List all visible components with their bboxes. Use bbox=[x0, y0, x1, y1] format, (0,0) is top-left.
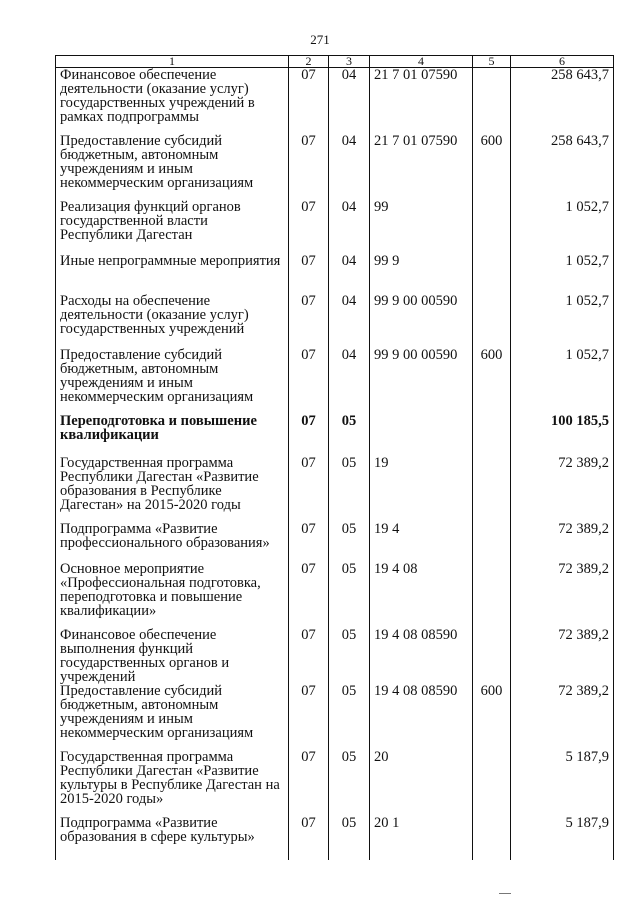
subsection-code: 04 bbox=[329, 348, 370, 414]
item-name: Государственная программа Республики Дагестан «Развитие культуры в Республике Дагестан на 2015-2020 годы» bbox=[56, 750, 289, 816]
table-row bbox=[56, 456, 614, 522]
amount: 5 187,9 bbox=[511, 750, 614, 816]
table-row bbox=[56, 750, 614, 816]
amount: 1 052,7 bbox=[511, 294, 614, 348]
amount: 72 389,2 bbox=[511, 456, 614, 522]
table-row bbox=[56, 562, 614, 628]
subsection-code: 05 bbox=[329, 684, 370, 750]
column-header-4: 4 bbox=[370, 56, 473, 68]
item-name: Предоставление субсидий бюджетным, автономным учреждениям и иным некоммерческим организациям bbox=[56, 684, 289, 750]
subsection-code: 05 bbox=[329, 414, 370, 456]
item-name: Предоставление субсидий бюджетным, автономным учреждениям и иным некоммерческим организациям bbox=[56, 134, 289, 200]
table-row bbox=[56, 628, 614, 684]
target-article-code: 19 4 08 08590 bbox=[370, 628, 473, 684]
budget-table bbox=[55, 55, 614, 860]
expense-type-code bbox=[473, 816, 511, 860]
table-row bbox=[56, 134, 614, 200]
section-code: 07 bbox=[289, 684, 329, 750]
table-row bbox=[56, 684, 614, 750]
amount: 1 052,7 bbox=[511, 348, 614, 414]
amount: 72 389,2 bbox=[511, 628, 614, 684]
table-row bbox=[56, 522, 614, 562]
section-code: 07 bbox=[289, 562, 329, 628]
table-row bbox=[56, 414, 614, 456]
target-article-code: 20 bbox=[370, 750, 473, 816]
item-name: Финансовое обеспечение деятельности (оказание услуг) государственных учреждений в рамках подпрограммы bbox=[56, 68, 289, 134]
section-code: 07 bbox=[289, 200, 329, 254]
target-article-code: 19 4 bbox=[370, 522, 473, 562]
expense-type-code bbox=[473, 628, 511, 684]
section-code: 07 bbox=[289, 294, 329, 348]
section-code: 07 bbox=[289, 68, 329, 134]
item-name: Финансовое обеспечение выполнения функций государственных органов и учреждений bbox=[56, 628, 289, 684]
amount: 1 052,7 bbox=[511, 254, 614, 294]
amount: 72 389,2 bbox=[511, 684, 614, 750]
target-article-code: 99 9 bbox=[370, 254, 473, 294]
section-code: 07 bbox=[289, 628, 329, 684]
section-code: 07 bbox=[289, 522, 329, 562]
table-row bbox=[56, 294, 614, 348]
target-article-code: 19 4 08 08590 bbox=[370, 684, 473, 750]
amount: 5 187,9 bbox=[511, 816, 614, 860]
table-row bbox=[56, 200, 614, 254]
subsection-code: 04 bbox=[329, 254, 370, 294]
expense-type-code bbox=[473, 522, 511, 562]
subsection-code: 05 bbox=[329, 522, 370, 562]
expense-type-code bbox=[473, 414, 511, 456]
section-code: 07 bbox=[289, 456, 329, 522]
amount: 258 643,7 bbox=[511, 68, 614, 134]
header-row bbox=[56, 56, 614, 68]
column-header-6: 6 bbox=[511, 56, 614, 68]
page-number: 271 bbox=[310, 32, 330, 47]
target-article-code: 99 bbox=[370, 200, 473, 254]
section-code: 07 bbox=[289, 134, 329, 200]
item-name: Переподготовка и повышение квалификации bbox=[56, 414, 289, 456]
subsection-code: 04 bbox=[329, 200, 370, 254]
column-header-2: 2 bbox=[289, 56, 329, 68]
table-row bbox=[56, 816, 614, 860]
target-article-code: 19 bbox=[370, 456, 473, 522]
target-article-code: 20 1 bbox=[370, 816, 473, 860]
target-article-code: 21 7 01 07590 bbox=[370, 68, 473, 134]
table-row bbox=[56, 68, 614, 134]
section-code: 07 bbox=[289, 816, 329, 860]
subsection-code: 04 bbox=[329, 294, 370, 348]
column-header-3: 3 bbox=[329, 56, 370, 68]
expense-type-code: 600 bbox=[473, 684, 511, 750]
subsection-code: 04 bbox=[329, 68, 370, 134]
table-row bbox=[56, 254, 614, 294]
target-article-code: 99 9 00 00590 bbox=[370, 348, 473, 414]
section-code: 07 bbox=[289, 348, 329, 414]
expense-type-code bbox=[473, 456, 511, 522]
section-code: 07 bbox=[289, 750, 329, 816]
item-name: Подпрограмма «Развитие профессионального образования» bbox=[56, 522, 289, 562]
target-article-code: 19 4 08 bbox=[370, 562, 473, 628]
item-name: Основное мероприятие «Профессиональная подготовка, переподготовка и повышение квалификации» bbox=[56, 562, 289, 628]
subsection-code: 05 bbox=[329, 816, 370, 860]
target-article-code: 21 7 01 07590 bbox=[370, 134, 473, 200]
item-name: Предоставление субсидий бюджетным, автономным учреждениям и иным некоммерческим организациям bbox=[56, 348, 289, 414]
table-row bbox=[56, 348, 614, 414]
item-name: Расходы на обеспечение деятельности (оказание услуг) государственных учреждений bbox=[56, 294, 289, 348]
expense-type-code bbox=[473, 254, 511, 294]
column-header-5: 5 bbox=[473, 56, 511, 68]
expense-type-code bbox=[473, 562, 511, 628]
scan-mark bbox=[499, 893, 511, 896]
item-name: Реализация функций органов государственной власти Республики Дагестан bbox=[56, 200, 289, 254]
expense-type-code bbox=[473, 68, 511, 134]
subsection-code: 05 bbox=[329, 456, 370, 522]
item-name: Подпрограмма «Развитие образования в сфере культуры» bbox=[56, 816, 289, 860]
expense-type-code bbox=[473, 200, 511, 254]
column-header-1: 1 bbox=[56, 56, 289, 68]
amount: 258 643,7 bbox=[511, 134, 614, 200]
item-name: Государственная программа Республики Дагестан «Развитие образования в Республике Дагестан» на 2015-2020 годы bbox=[56, 456, 289, 522]
section-code: 07 bbox=[289, 414, 329, 456]
subsection-code: 04 bbox=[329, 134, 370, 200]
expense-type-code: 600 bbox=[473, 134, 511, 200]
expense-type-code bbox=[473, 294, 511, 348]
section-code: 07 bbox=[289, 254, 329, 294]
amount: 100 185,5 bbox=[511, 414, 614, 456]
target-article-code bbox=[370, 414, 473, 456]
amount: 72 389,2 bbox=[511, 562, 614, 628]
item-name: Иные непрограммные мероприятия bbox=[56, 254, 289, 294]
expense-type-code: 600 bbox=[473, 348, 511, 414]
subsection-code: 05 bbox=[329, 628, 370, 684]
subsection-code: 05 bbox=[329, 750, 370, 816]
amount: 72 389,2 bbox=[511, 522, 614, 562]
subsection-code: 05 bbox=[329, 562, 370, 628]
expense-type-code bbox=[473, 750, 511, 816]
target-article-code: 99 9 00 00590 bbox=[370, 294, 473, 348]
amount: 1 052,7 bbox=[511, 200, 614, 254]
